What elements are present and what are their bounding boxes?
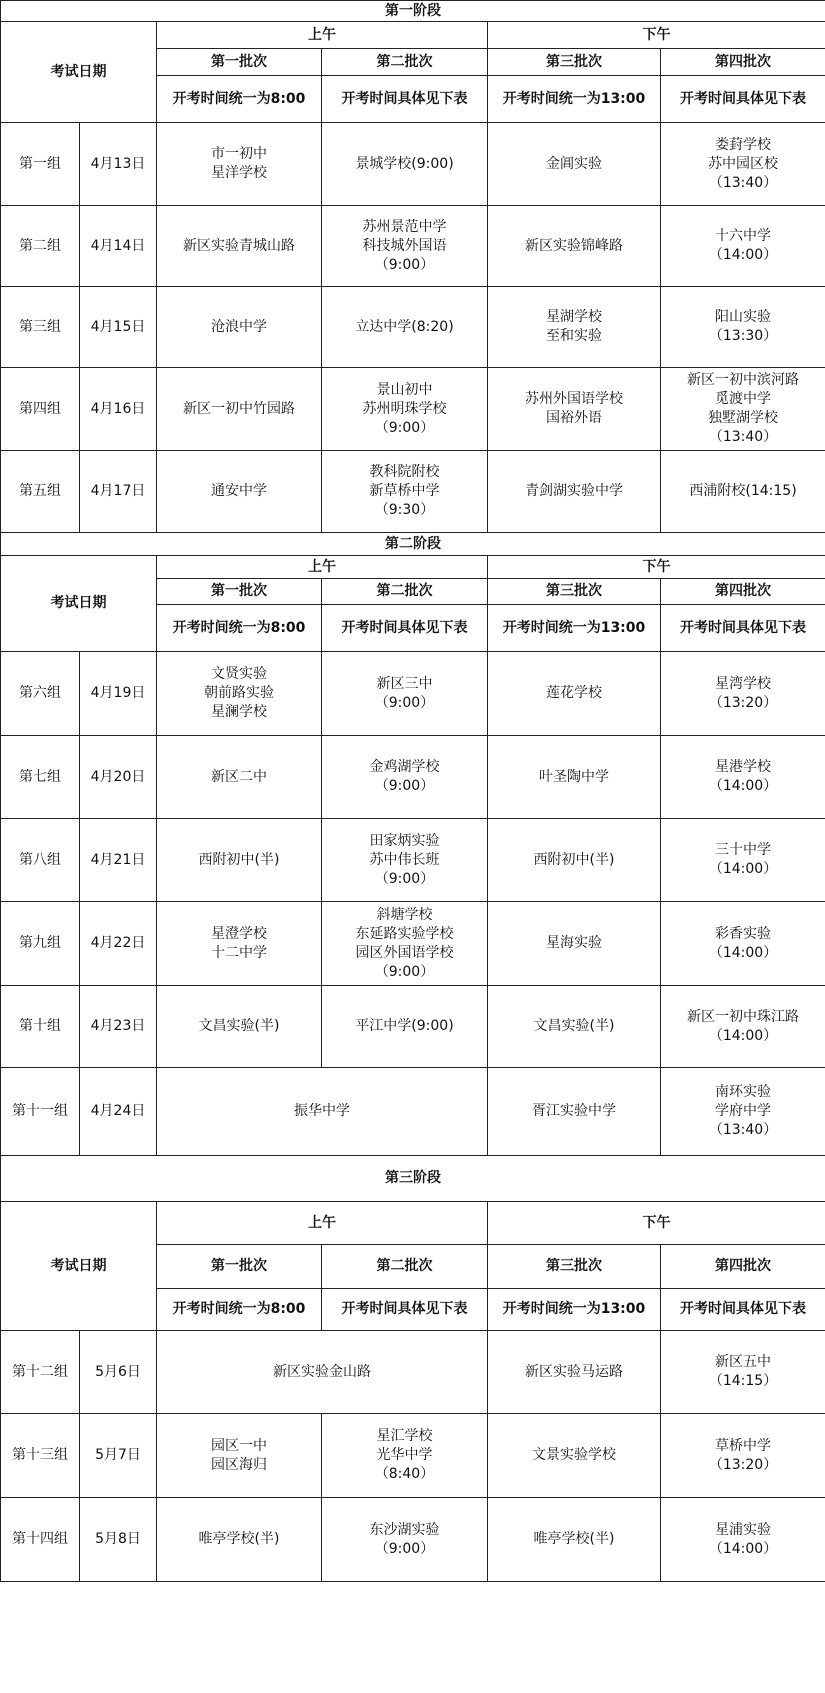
cell-line: 莲花学校 [546, 685, 602, 701]
group-row [1, 652, 825, 736]
stage-title-row [1, 1, 825, 22]
cell-line: 青剑湖实验中学 [525, 483, 623, 499]
cell-line: （13:20） [708, 694, 778, 711]
cell-line: 景城学校(9:00) [355, 155, 454, 172]
school-cell [661, 206, 825, 287]
cell-line: 文昌实验(半) [198, 1018, 280, 1034]
group-row [1, 986, 825, 1068]
school-cell [661, 287, 825, 368]
cell-line: （9:00） [374, 1540, 435, 1557]
start-time-header: 开考时间统一为8:00 [157, 1289, 322, 1331]
exam-date: 4月20日 [80, 736, 157, 819]
school-cell [661, 368, 825, 451]
school-cell [322, 368, 488, 451]
school-cell [157, 206, 322, 287]
group-name: 第五组 [1, 451, 80, 533]
school-cell [488, 123, 661, 206]
cell-line: （14:00） [708, 247, 778, 263]
cell-line: 新区一初中滨河路 [687, 372, 800, 388]
cell-line: 星澜学校 [211, 704, 267, 720]
batch-header: 第三批次 [488, 49, 661, 76]
school-cell [157, 287, 322, 368]
start-time-header: 开考时间具体见下表 [661, 76, 825, 123]
cell-line: 文昌实验(半) [533, 1018, 615, 1034]
batch-header: 第四批次 [661, 1245, 825, 1289]
stage-title-row [1, 533, 825, 556]
cell-line: 沧浪中学 [211, 318, 267, 335]
cell-line: 新区一初中珠江路 [687, 1008, 800, 1025]
cell-line: 新区实验金山路 [273, 1363, 371, 1380]
cell-line: 苏中伟长班 [369, 851, 440, 868]
cell-line: 星澄学校 [211, 925, 267, 942]
cell-line: （13:20） [708, 1456, 778, 1473]
stage-title: 第二阶段 [1, 533, 825, 556]
cell-line: 科技城外国语 [362, 237, 447, 254]
cell-line: 文贤实验 [211, 666, 267, 682]
cell-line: 通安中学 [211, 483, 267, 499]
cell-line: 新区三中 [376, 675, 433, 692]
exam-date: 5月8日 [80, 1498, 157, 1582]
start-time-header: 开考时间统一为8:00 [157, 605, 322, 652]
cell-line: （9:00） [374, 694, 435, 711]
school-cell [661, 652, 825, 736]
group-name: 第十四组 [1, 1498, 80, 1582]
group-row [1, 451, 825, 533]
school-cell [661, 451, 825, 533]
school-cell [322, 451, 488, 533]
school-cell [322, 986, 488, 1068]
school-cell [157, 736, 322, 819]
cell-line: （14:00） [708, 778, 778, 794]
exam-date: 4月13日 [80, 123, 157, 206]
school-cell [157, 902, 322, 986]
group-name: 第十组 [1, 986, 80, 1068]
cell-line: 田家炳实验 [369, 832, 440, 849]
school-cell [488, 652, 661, 736]
cell-line: （13:40） [708, 429, 778, 445]
school-cell [322, 652, 488, 736]
school-cell [488, 819, 661, 902]
cell-line: （14:00） [708, 1540, 778, 1557]
batch-header: 第二批次 [322, 1245, 488, 1289]
cell-line: 新区实验青城山路 [183, 237, 295, 254]
group-name: 第十三组 [1, 1414, 80, 1498]
group-name: 第四组 [1, 368, 80, 451]
school-cell [157, 451, 322, 533]
school-cell [661, 819, 825, 902]
group-row [1, 819, 825, 902]
cell-line: 东沙湖实验 [369, 1521, 440, 1538]
school-cell [322, 1498, 488, 1582]
school-cell [488, 1498, 661, 1582]
batch-header: 第四批次 [661, 579, 825, 605]
school-cell [157, 123, 322, 206]
group-name: 第二组 [1, 206, 80, 287]
school-cell [157, 1414, 322, 1498]
cell-line: 星汇学校 [376, 1428, 433, 1444]
group-row [1, 1068, 825, 1156]
cell-line: 西浦附校(14:15) [689, 483, 797, 499]
school-cell [661, 1331, 825, 1414]
stage-title: 第一阶段 [1, 1, 825, 22]
cell-line: 东延路实验学校 [355, 925, 454, 942]
start-time-header: 开考时间具体见下表 [322, 76, 488, 123]
group-row [1, 1331, 825, 1414]
cell-line: 独墅湖学校 [708, 410, 779, 426]
group-name: 第十二组 [1, 1331, 80, 1414]
cell-line: 娄葑学校 [715, 136, 772, 153]
cell-line: 振华中学 [294, 1103, 350, 1119]
school-cell [488, 451, 661, 533]
cell-line: 园区一中 [211, 1437, 267, 1454]
school-cell [661, 123, 825, 206]
school-cell [488, 736, 661, 819]
cell-line: 草桥中学 [715, 1437, 772, 1454]
cell-line: 苏中园区校 [708, 155, 779, 172]
group-row [1, 1414, 825, 1498]
school-cell [157, 1068, 488, 1156]
school-cell [322, 819, 488, 902]
exam-date-header: 考试日期 [1, 22, 157, 123]
school-cell [661, 986, 825, 1068]
start-time-header: 开考时间具体见下表 [322, 1289, 488, 1331]
start-time-header: 开考时间统一为8:00 [157, 76, 322, 123]
cell-line: 市一初中 [211, 146, 267, 162]
cell-line: 彩香实验 [715, 925, 772, 942]
cell-line: （14:00） [708, 861, 778, 877]
cell-line: 立达中学(8:20) [355, 318, 454, 335]
morning-header: 上午 [157, 22, 488, 49]
batch-header: 第三批次 [488, 579, 661, 605]
cell-line: （13:30） [708, 328, 778, 344]
cell-line: 园区海归 [211, 1456, 267, 1473]
group-row [1, 206, 825, 287]
stage-title-row [1, 1156, 825, 1202]
afternoon-header: 下午 [488, 556, 825, 579]
cell-line: 三十中学 [715, 842, 772, 858]
cell-line: （9:00） [374, 870, 435, 887]
school-cell [488, 368, 661, 451]
exam-date-header: 考试日期 [1, 1202, 157, 1331]
exam-date: 5月6日 [80, 1331, 157, 1414]
cell-line: 阳山实验 [715, 309, 772, 325]
schedule-body [1, 1, 825, 1582]
cell-line: （14:00） [708, 1027, 778, 1044]
exam-date: 4月22日 [80, 902, 157, 986]
header-row-session [1, 556, 825, 579]
cell-line: 星湖学校 [546, 309, 602, 325]
exam-date-header: 考试日期 [1, 556, 157, 652]
start-time-header: 开考时间具体见下表 [322, 605, 488, 652]
cell-line: 星湾学校 [715, 675, 772, 692]
start-time-header: 开考时间具体见下表 [661, 1289, 825, 1331]
school-cell [488, 206, 661, 287]
school-cell [322, 206, 488, 287]
start-time-header: 开考时间统一为13:00 [488, 605, 661, 652]
exam-date: 4月15日 [80, 287, 157, 368]
cell-line: 十二中学 [211, 944, 267, 961]
group-name: 第三组 [1, 287, 80, 368]
group-name: 第一组 [1, 123, 80, 206]
school-cell [322, 902, 488, 986]
cell-line: 叶圣陶中学 [539, 768, 609, 785]
group-name: 第六组 [1, 652, 80, 736]
group-row [1, 123, 825, 206]
group-name: 第七组 [1, 736, 80, 819]
school-cell [661, 736, 825, 819]
group-row [1, 736, 825, 819]
cell-line: （14:00） [708, 944, 778, 961]
cell-line: 唯亭学校(半) [533, 1531, 615, 1547]
cell-line: 星海实验 [546, 935, 602, 951]
cell-line: 胥江实验中学 [532, 1103, 616, 1119]
cell-line: 文景实验学校 [532, 1447, 616, 1463]
cell-line: 觅渡中学 [715, 391, 772, 407]
school-cell [157, 819, 322, 902]
school-cell [322, 1414, 488, 1498]
school-cell [322, 736, 488, 819]
morning-header: 上午 [157, 1202, 488, 1245]
cell-line: 西附初中(半) [198, 851, 280, 868]
cell-line: 新区一初中竹园路 [183, 400, 295, 417]
cell-line: 教科院附校 [369, 464, 440, 480]
exam-date: 5月7日 [80, 1414, 157, 1498]
cell-line: （9:00） [374, 963, 435, 980]
cell-line: 十六中学 [715, 228, 772, 244]
cell-line: （13:40） [708, 174, 778, 191]
cell-line: 至和实验 [546, 328, 602, 344]
cell-line: 景山初中 [376, 381, 433, 398]
cell-line: 金鸡湖学校 [369, 759, 440, 775]
school-cell [322, 123, 488, 206]
batch-header: 第二批次 [322, 579, 488, 605]
school-cell [488, 1414, 661, 1498]
school-cell [661, 902, 825, 986]
cell-line: 星浦实验 [715, 1521, 772, 1538]
cell-line: （8:40） [374, 1466, 435, 1482]
stage-title: 第三阶段 [1, 1156, 825, 1202]
school-cell [157, 1331, 488, 1414]
batch-header: 第二批次 [322, 49, 488, 76]
batch-header: 第一批次 [157, 49, 322, 76]
afternoon-header: 下午 [488, 22, 825, 49]
batch-header: 第一批次 [157, 1245, 322, 1289]
group-name: 第十一组 [1, 1068, 80, 1156]
cell-line: 唯亭学校(半) [198, 1531, 280, 1547]
school-cell [661, 1498, 825, 1582]
school-cell [157, 986, 322, 1068]
exam-date: 4月24日 [80, 1068, 157, 1156]
school-cell [488, 1331, 661, 1414]
group-name: 第八组 [1, 819, 80, 902]
school-cell [488, 902, 661, 986]
school-cell [661, 1068, 825, 1156]
school-cell [488, 287, 661, 368]
cell-line: 园区外国语学校 [355, 944, 454, 961]
school-cell [157, 1498, 322, 1582]
group-row [1, 1498, 825, 1582]
cell-line: 南环实验 [715, 1084, 772, 1100]
exam-date: 4月19日 [80, 652, 157, 736]
cell-line: 平江中学(9:00) [355, 1018, 454, 1034]
cell-line: 新区实验马运路 [525, 1363, 623, 1380]
cell-line: 国裕外语 [546, 410, 602, 426]
cell-line: （14:15） [708, 1373, 778, 1389]
start-time-header: 开考时间统一为13:00 [488, 1289, 661, 1331]
cell-line: 西附初中(半) [533, 851, 615, 868]
header-row-session [1, 1202, 825, 1245]
exam-date: 4月23日 [80, 986, 157, 1068]
exam-date: 4月14日 [80, 206, 157, 287]
school-cell [661, 1414, 825, 1498]
school-cell [488, 986, 661, 1068]
batch-header: 第三批次 [488, 1245, 661, 1289]
cell-line: 新区五中 [715, 1354, 772, 1370]
afternoon-header: 下午 [488, 1202, 825, 1245]
cell-line: 苏州景范中学 [362, 218, 447, 235]
school-cell [322, 287, 488, 368]
header-row-session [1, 22, 825, 49]
cell-line: （9:00） [374, 256, 435, 273]
cell-line: 学府中学 [715, 1103, 772, 1119]
exam-date: 4月17日 [80, 451, 157, 533]
group-row [1, 902, 825, 986]
cell-line: 新区二中 [211, 768, 267, 785]
cell-line: （9:00） [374, 778, 435, 794]
start-time-header: 开考时间具体见下表 [661, 605, 825, 652]
exam-date: 4月21日 [80, 819, 157, 902]
cell-line: （13:40） [708, 1122, 778, 1138]
cell-line: （9:00） [374, 419, 435, 436]
school-cell [157, 368, 322, 451]
group-row [1, 368, 825, 451]
batch-header: 第四批次 [661, 49, 825, 76]
cell-line: （9:30） [374, 502, 435, 518]
cell-line: 星港学校 [715, 759, 772, 775]
morning-header: 上午 [157, 556, 488, 579]
cell-line: 光华中学 [376, 1447, 433, 1463]
cell-line: 苏州外国语学校 [525, 391, 623, 407]
cell-line: 朝前路实验 [204, 685, 274, 701]
school-cell [157, 652, 322, 736]
group-name: 第九组 [1, 902, 80, 986]
cell-line: 新区实验锦峰路 [525, 237, 623, 254]
cell-line: 金阊实验 [546, 155, 602, 172]
start-time-header: 开考时间统一为13:00 [488, 76, 661, 123]
group-row [1, 287, 825, 368]
cell-line: 苏州明珠学校 [362, 400, 447, 417]
cell-line: 斜塘学校 [376, 906, 433, 923]
exam-date: 4月16日 [80, 368, 157, 451]
cell-line: 星洋学校 [211, 165, 267, 181]
cell-line: 新草桥中学 [369, 483, 440, 499]
school-cell [488, 1068, 661, 1156]
batch-header: 第一批次 [157, 579, 322, 605]
